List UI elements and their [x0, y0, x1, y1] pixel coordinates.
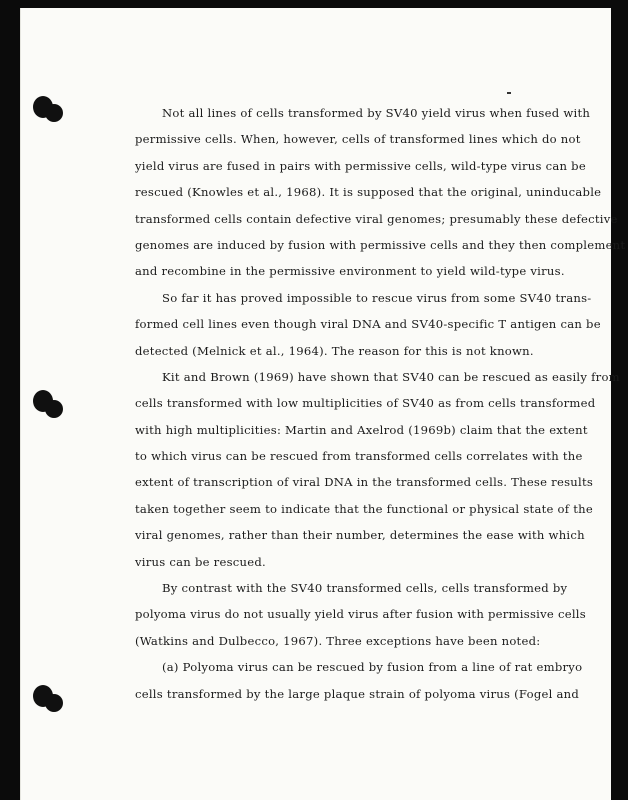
- text-line: transformed cells contain defective viral genomes; presumably these defective: [135, 211, 618, 226]
- text-line: Kit and Brown (1969) have shown that SV40 can be rescued as easily from: [162, 369, 620, 384]
- punch-hole-middle-overlap: [45, 400, 63, 418]
- ink-mark: [507, 92, 511, 94]
- paper-page: [20, 8, 626, 800]
- text-line: cells transformed by the large plaque strain of polyoma virus (Fogel and: [135, 686, 580, 701]
- text-line: By contrast with the SV40 transformed cells, cells transformed by: [162, 581, 568, 596]
- text-line: taken together seem to indicate that the functional or physical state of the: [135, 501, 594, 516]
- text-line: and recombine in the permissive environment to yield wild-type virus.: [135, 264, 565, 279]
- document-body: [135, 100, 626, 707]
- text-line: viral genomes, rather than their number, determines the ease with which: [135, 528, 585, 543]
- text-line: virus can be rescued.: [135, 554, 266, 569]
- punch-hole-top-overlap: [45, 104, 63, 122]
- text-line: Not all lines of cells transformed by SV40 yield virus when fused with: [162, 106, 591, 120]
- text-line: formed cell lines even though viral DNA and SV40-specific T antigen can be: [135, 317, 601, 332]
- text-line: (Watkins and Dulbecco, 1967). Three exceptions have been noted:: [135, 633, 541, 648]
- text-line: genomes are induced by fusion with permissive cells and they then complement: [135, 237, 626, 252]
- text-line: (a) Polyoma virus can be rescued by fusion from a line of rat embryo: [162, 660, 583, 675]
- text-line: extent of transcription of viral DNA in the transformed cells. These results: [135, 475, 594, 490]
- text-line: detected (Melnick et al., 1964). The reason for this is not known.: [135, 343, 534, 358]
- text-line: So far it has proved impossible to rescue virus from some SV40 trans-: [162, 290, 592, 305]
- text-line: cells transformed with low multiplicities of SV40 as from cells transformed: [135, 396, 596, 411]
- text-line: rescued (Knowles et al., 1968). It is supposed that the original, uninducable: [135, 185, 602, 200]
- text-line: permissive cells. When, however, cells of transformed lines which do not: [135, 132, 581, 147]
- punch-hole-bottom-overlap: [45, 694, 63, 712]
- text-line: with high multiplicities: Martin and Axelrod (1969b) claim that the extent: [135, 422, 588, 437]
- text-line: yield virus are fused in pairs with permissive cells, wild-type virus can be: [135, 158, 586, 173]
- text-line: to which virus can be rescued from transformed cells correlates with the: [135, 449, 583, 464]
- text-line: polyoma virus do not usually yield virus after fusion with permissive cells: [135, 607, 586, 622]
